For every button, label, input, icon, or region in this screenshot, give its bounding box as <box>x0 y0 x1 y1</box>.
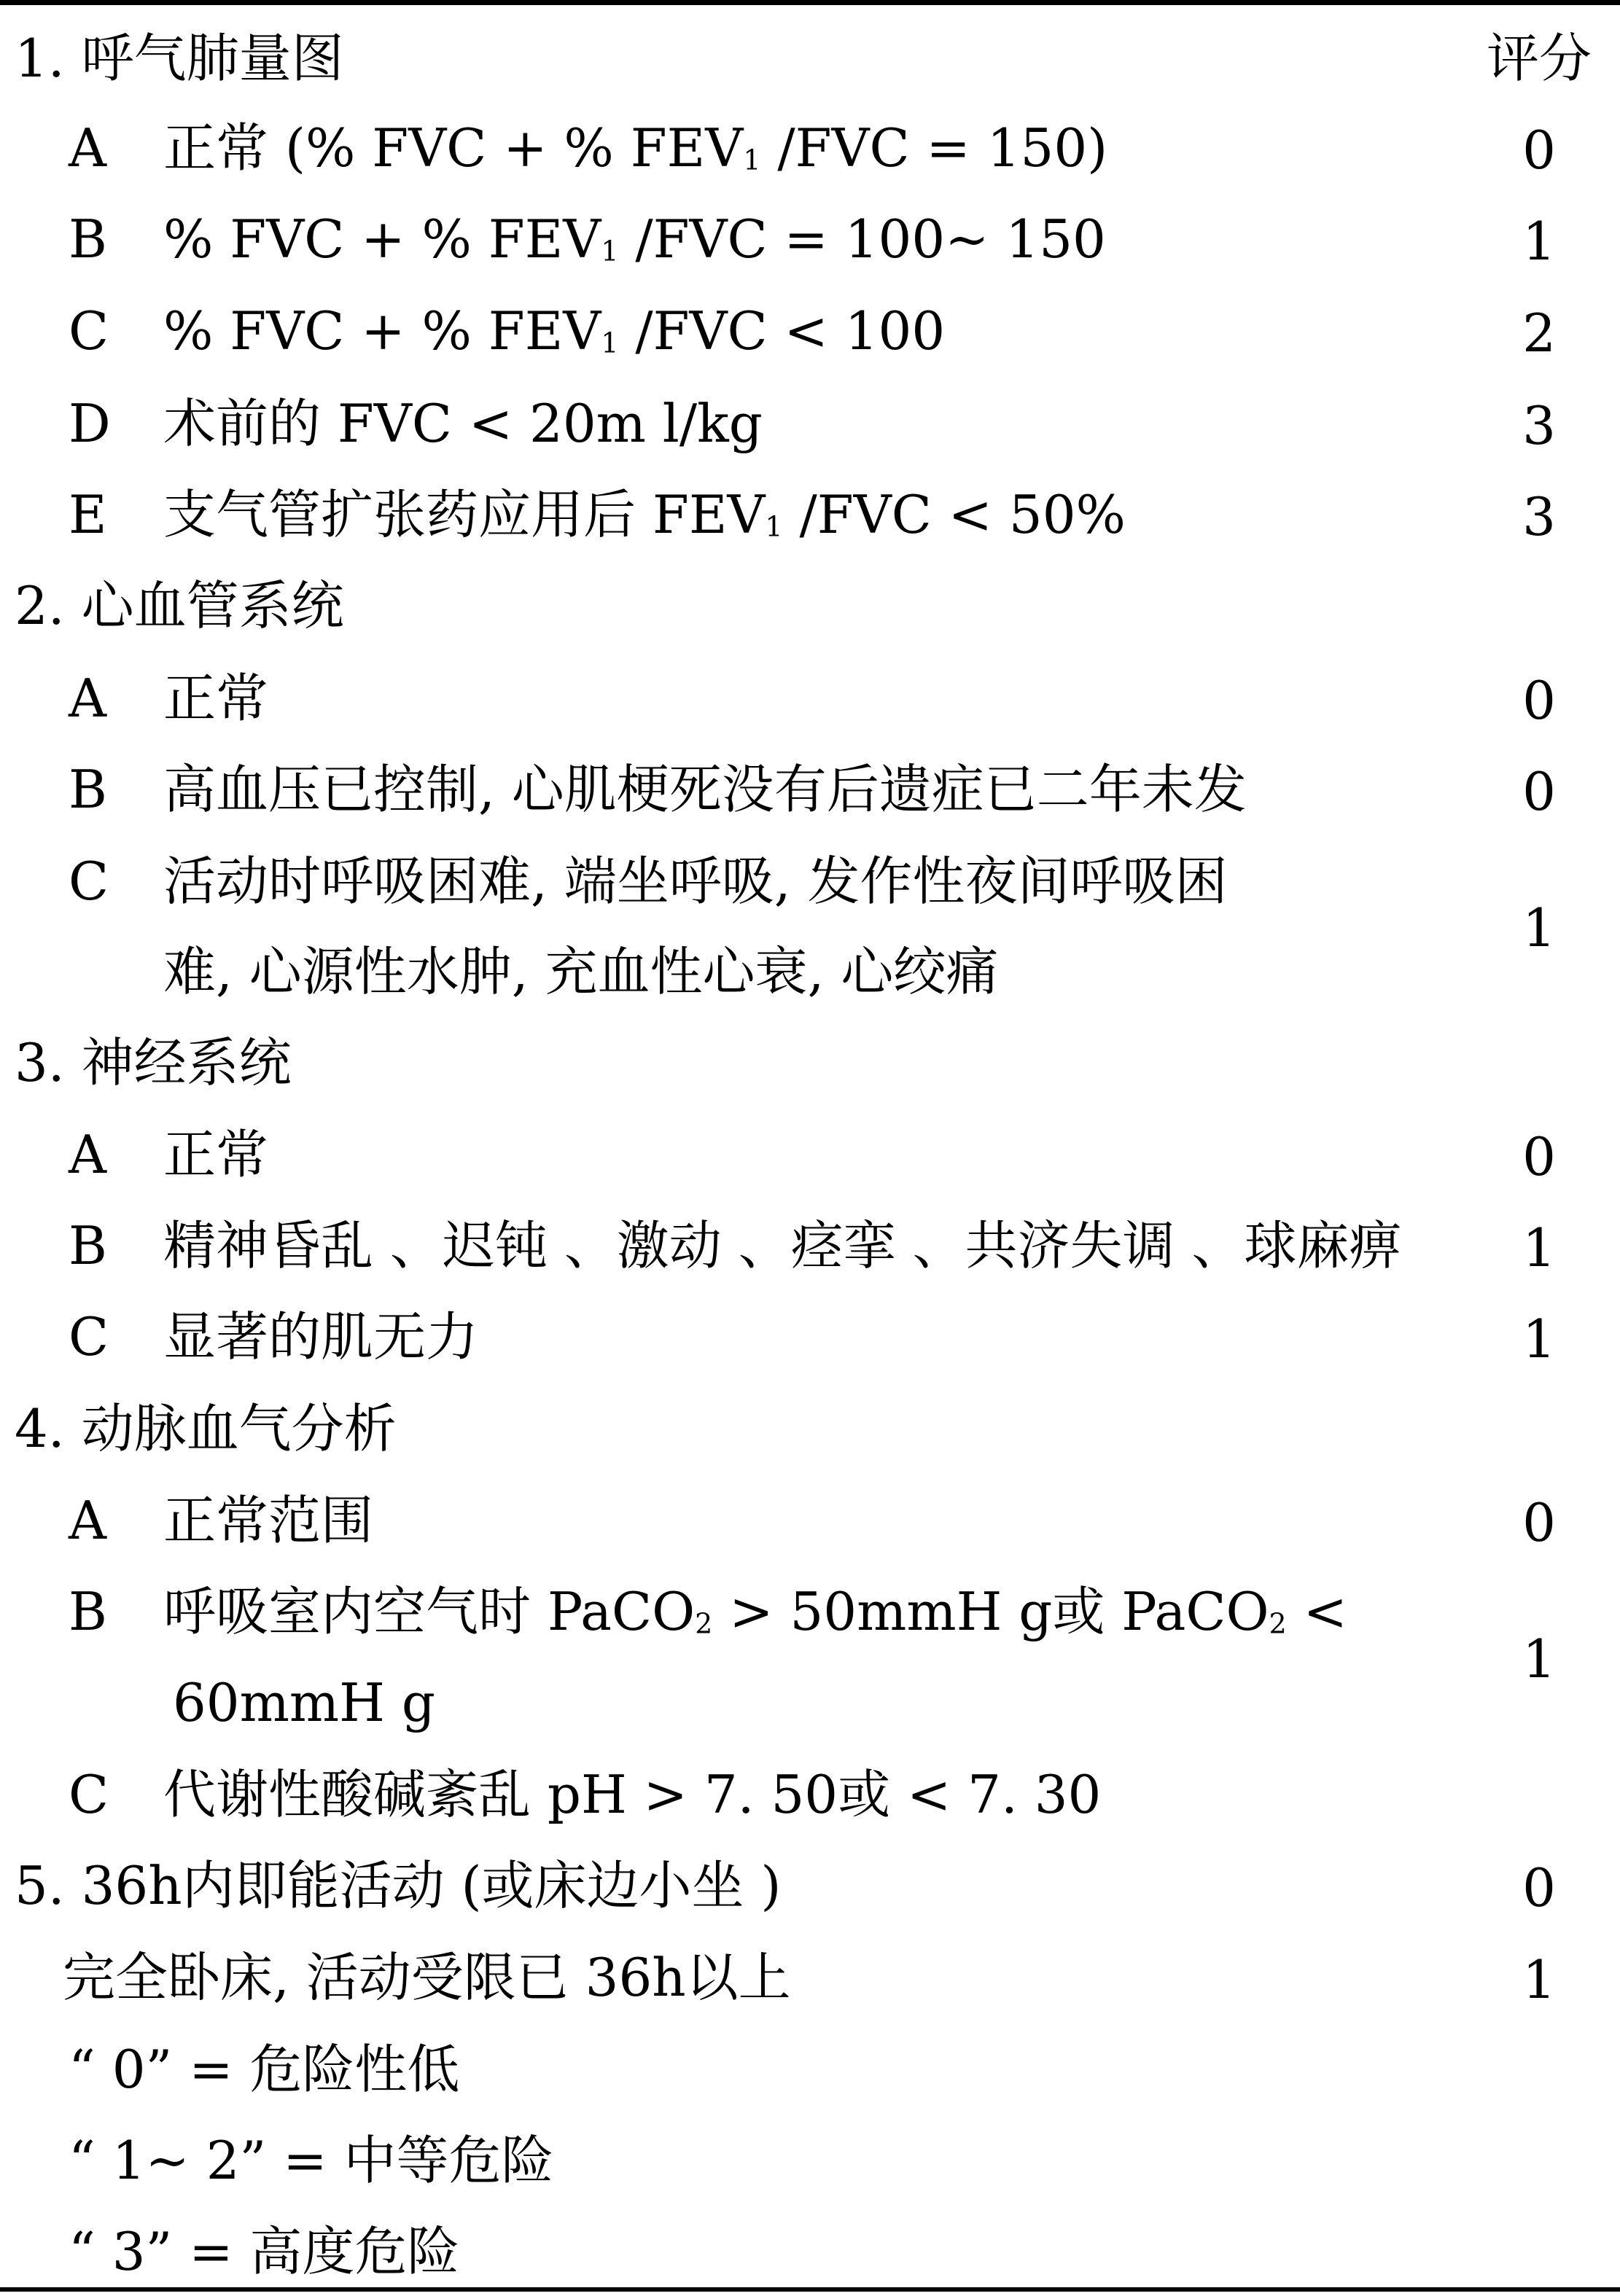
item-letter: C <box>69 1764 109 1825</box>
bottom-rule <box>0 2287 1620 2292</box>
item-letter: B <box>69 1215 107 1276</box>
item-score: 2 <box>1522 302 1556 364</box>
item-score: 0 <box>1522 120 1556 181</box>
item-letter: A <box>69 117 106 179</box>
item-text: 精神昏乱 、迟钝 、激动 、痉挛 、共济失调 、球麻痹 <box>163 1215 1402 1276</box>
item-text: 术前的 FVC < 20m l/kg <box>163 393 763 454</box>
score-column-header: 评分 <box>1486 28 1592 89</box>
item-score: 1 <box>1522 1628 1556 1690</box>
item-score: 3 <box>1522 395 1556 456</box>
legend-high: “ 3” = 高度危险 <box>69 2221 460 2282</box>
section-2-title: 2. 心血管系统 <box>15 575 344 636</box>
item-letter: C <box>69 300 109 362</box>
top-rule <box>0 0 1620 5</box>
item-text: 呼吸室内空气时 PaCO2 > 50mmH g或 PaCO2 < <box>163 1581 1347 1642</box>
section-3-title: 3. 神经系统 <box>15 1032 292 1093</box>
legend-medium: “ 1~ 2” = 中等危险 <box>69 2130 554 2191</box>
item-letter: C <box>69 1306 109 1367</box>
item-letter: C <box>69 851 109 912</box>
item-letter: D <box>69 393 111 454</box>
item-text: 显著的肌无力 <box>163 1306 479 1367</box>
item-text: 正常 <box>163 668 269 729</box>
section-1-title: 1. 呼气肺量图 <box>15 28 344 89</box>
item-score: 1 <box>1522 1308 1556 1370</box>
item-text: 正常 (% FVC + % FEV1 /FVC = 150) <box>163 117 1108 179</box>
item-score: 1 <box>1522 1217 1556 1278</box>
item-letter: B <box>69 1581 107 1642</box>
section-5-title: 5. 36h内即能活动 (或床边小坐 ) <box>15 1855 782 1916</box>
item-letter: B <box>69 208 107 270</box>
item-text: % FVC + % FEV1 /FVC < 100 <box>163 300 946 362</box>
item-text: 活动时呼吸困难, 端坐呼吸, 发作性夜间呼吸困 <box>163 851 1228 912</box>
item-letter: A <box>69 1124 106 1185</box>
item-text: 正常范围 <box>163 1490 374 1551</box>
legend-low: “ 0” = 危险性低 <box>69 2039 460 2100</box>
item-score: 3 <box>1522 486 1556 547</box>
item-text: 完全卧床, 活动受限已 36h以上 <box>63 1947 791 2008</box>
item-score: 0 <box>1522 1126 1556 1187</box>
item-score: 0 <box>1522 761 1556 822</box>
item-text: 代谢性酸碱紊乱 pH > 7. 50或 < 7. 30 <box>163 1764 1102 1825</box>
item-text-continuation: 60mmH g <box>173 1672 435 1733</box>
item-score: 0 <box>1522 670 1556 731</box>
item-text: 正常 <box>163 1124 269 1185</box>
item-text-continuation: 难, 心源性水肿, 充血性心衰, 心绞痛 <box>163 941 999 1002</box>
item-letter: B <box>69 759 107 820</box>
item-letter: A <box>69 668 106 729</box>
item-letter: E <box>69 484 107 545</box>
item-letter: A <box>69 1490 106 1551</box>
item-score: 0 <box>1522 1857 1556 1918</box>
section-4-title: 4. 动脉血气分析 <box>15 1398 397 1459</box>
item-score: 1 <box>1522 897 1556 958</box>
item-text: 支气管扩张药应用后 FEV1 /FVC < 50% <box>163 484 1126 545</box>
item-score: 0 <box>1522 1492 1556 1553</box>
item-text: 高血压已控制, 心肌梗死没有后遗症已二年未发 <box>163 759 1247 820</box>
item-score: 1 <box>1522 1949 1556 2010</box>
item-text: % FVC + % FEV1 /FVC = 100~ 150 <box>163 208 1106 270</box>
item-score: 1 <box>1522 211 1556 272</box>
